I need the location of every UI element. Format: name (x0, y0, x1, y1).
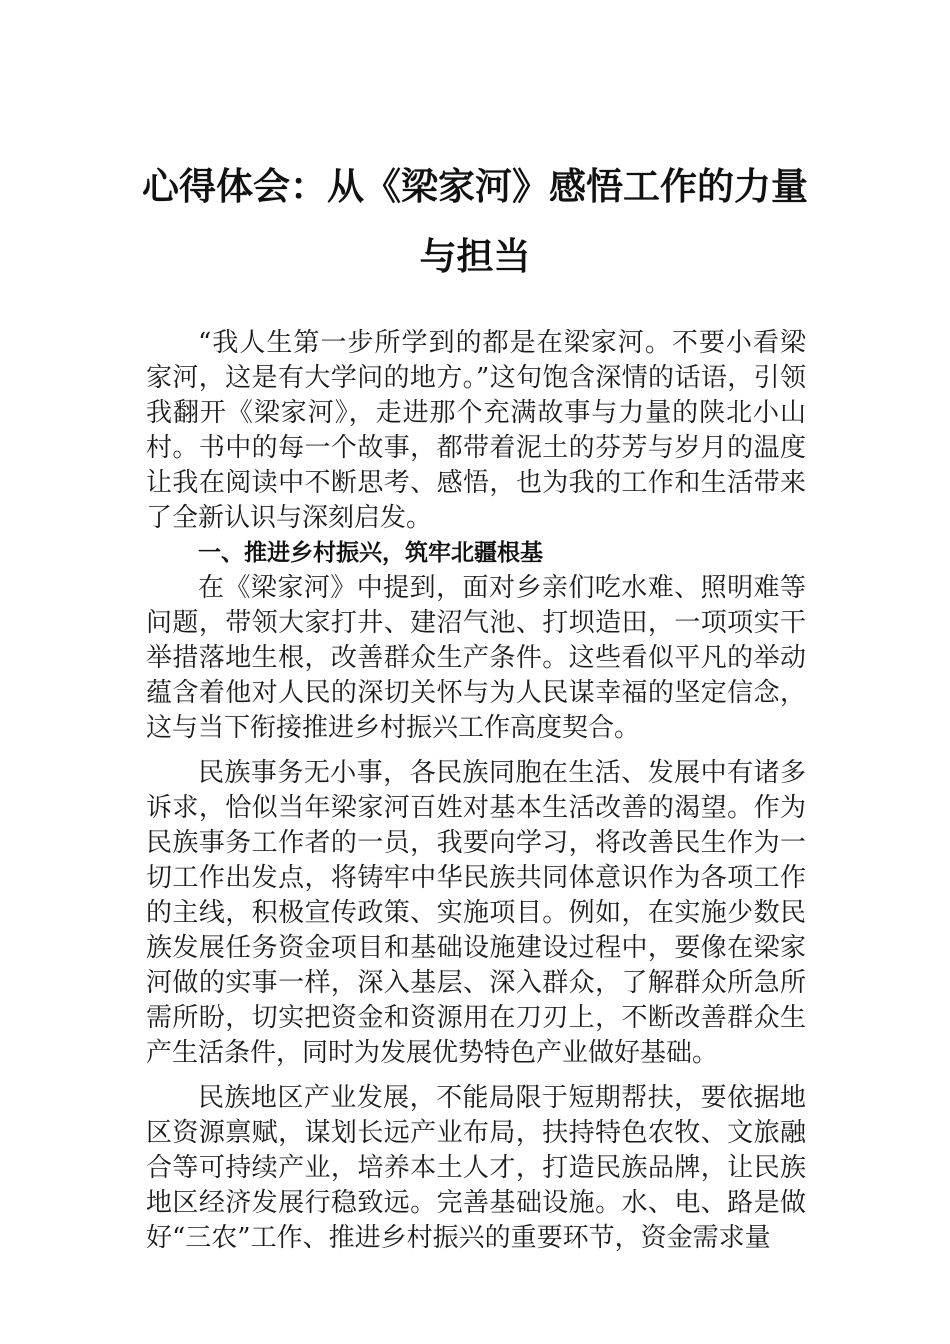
paragraph-intro: “我人生第一步所学到的都是在梁家河。不要小看梁家河，这是有大学问的地方。”这句饱含深情的话语，引领我翻开《梁家河》，走进那个充满故事与力量的陕北小山村。书中的每一个故事，都带着泥土的芬芳与岁月的温度让我在阅读中不断思考、感悟，也为我的工作和生活带来了全新认识与深刻启发。 (146, 328, 806, 533)
document-title-line-1: 心得体会：从《梁家河》感悟工作的力量 (142, 164, 808, 208)
paragraph-section1-3: 民族地区产业发展，不能局限于短期帮扶，要依据地区资源禀赋，谋划长远产业布局，扶持特色农牧、文旅融合等可持续产业，培养本土人才，打造民族品牌，让民族地区经济发展行稳致远。完善基础设施。水、电、路是做好“三农”工作、推进乡村振兴的重要环节，资金需求量 (146, 1083, 806, 1253)
document-title-line-2: 与担当 (419, 234, 531, 278)
paragraph-section1-1: 在《梁家河》中提到，面对乡亲们吃水难、照明难等问题，带领大家打井、建沼气池、打坝造田，一项项实干举措落地生根，改善群众生产条件。这些看似平凡的举动蕴含着他对人民的深切关怀与为人民谋幸福的坚定信念，这与当下衔接推进乡村振兴工作高度契合。 (146, 573, 806, 743)
document-body (146, 326, 806, 1256)
section-heading-1: 一、推进乡村振兴，筑牢北疆根基 (198, 540, 543, 566)
paragraph-section1-2: 民族事务无小事，各民族同胞在生活、发展中有诸多诉求，恰似当年梁家河百姓对基本生活改善的渴望。作为民族事务工作者的一员，我要向学习，将改善民生作为一切工作出发点，将铸牢中华民族共同体意识作为各项工作的主线，积极宣传政策、实施项目。例如，在实施少数民族发展任务资金项目和基础设施建设过程中，要像在梁家河做的实事一样，深入基层、深入群众，了解群众所急所需所盼，切实把资金和资源用在刀刃上，不断改善群众生产生活条件，同时为发展优势特色产业做好基础。 (146, 758, 806, 1068)
